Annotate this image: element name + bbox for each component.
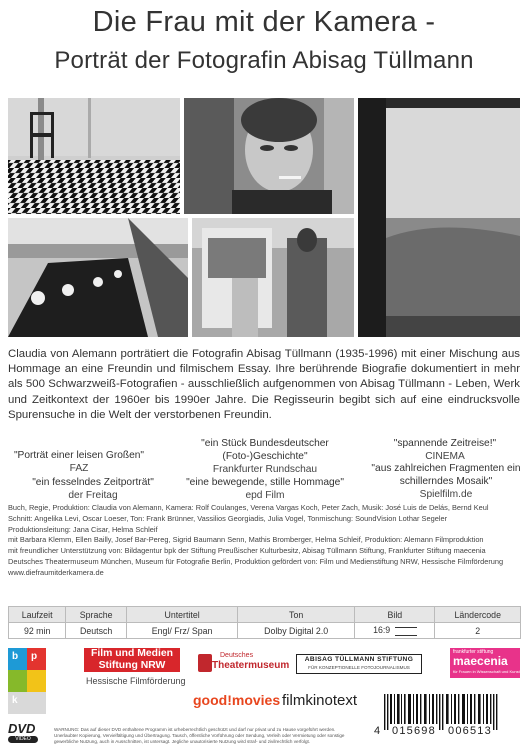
credits-line: mit freundlicher Unterstützung von: Bildagentur bpk der Stiftung Preußischer Kulturbesitz, Abisag Tüllmann Stiftung, Frankfurter Stiftung maecenia	[8, 546, 486, 556]
bpk-letter-b: b	[12, 651, 19, 662]
specs-table	[8, 606, 521, 639]
quote-source: Spielfilm.de	[419, 489, 473, 500]
photo-nuns-on-bridge	[8, 218, 188, 337]
goodmovies-logo: good!movies	[193, 692, 281, 708]
nrw-line-2: Stiftung NRW	[98, 660, 166, 671]
specs-header-row	[9, 607, 521, 623]
spec-header: Sprache	[66, 607, 127, 623]
bpk-logo	[8, 648, 46, 714]
credits-line: Produktionsleitung: Jana Cisar, Helma Schleif	[8, 524, 158, 534]
tuellmann-line-2: FÜR KONZEPTIONELLE FOTOJOURNALISMUS	[308, 665, 410, 670]
spec-header: Ländercode	[435, 607, 521, 623]
widescreen-icon	[395, 627, 417, 636]
filmkinotext-logo: filmkinotext	[282, 692, 358, 709]
theater-mask-icon	[198, 654, 212, 672]
website-link[interactable]: www.diefraumitderkamera.de	[8, 567, 104, 577]
photo-landscape-window	[358, 98, 520, 337]
photo-kiosk-street	[192, 218, 354, 337]
barcode-group-2: 006513	[448, 725, 492, 737]
quote-cinema	[370, 437, 520, 463]
quote-text: "ein Stück Bundesdeutscher (Foto-)Geschichte"	[201, 438, 329, 462]
dvd-sub-text: VIDEO	[8, 736, 38, 743]
quote-faz	[4, 449, 154, 475]
quote-freitag	[18, 476, 168, 502]
quote-text: "aus zahlreichen Fragmenten ein schillerndes Mosaik"	[371, 463, 521, 487]
spec-value-untertitel: Engl/ Frz/ Span	[127, 623, 238, 639]
barcode-group-1: 015698	[392, 725, 436, 737]
credits-line: Deutsches Theatermuseum München, Museum für Fotografie Berlin, Produktion gefördert von: Film und Medienstiftung NRW, Hessische Filmförderung	[8, 556, 504, 566]
spec-value-sprache: Deutsch	[66, 623, 127, 639]
barcode-digit-first: 4	[374, 725, 381, 737]
quote-spielfilm	[368, 462, 524, 501]
quote-epd	[175, 476, 355, 502]
dvd-text: DVD	[8, 721, 36, 736]
spec-value-bild: 16:9	[355, 623, 435, 639]
bpk-green-square	[8, 670, 27, 692]
quote-fr	[160, 437, 370, 476]
credits-line: Schnitt: Angelika Levi, Oscar Loeser, Ton: Frank Brünner, Vassilios Georgiadis, Julia Vogel, Tonmischung: SoundVision Lothar Segeler	[8, 513, 448, 523]
quote-source: FAZ	[69, 463, 89, 474]
theatermuseum-logo	[198, 652, 290, 674]
quote-source: CINEMA	[425, 451, 465, 462]
spec-header: Bild	[355, 607, 435, 623]
theater-small-text: Deutsches	[220, 652, 254, 659]
credits-line: Buch, Regie, Produktion: Claudia von Alemann, Kamera: Rolf Coulanges, Verena Vargas Koch, Peter Zach, Musik: José Luis de Delás, Bernd Keul	[8, 503, 489, 512]
quote-text: "spannende Zeitreise!"	[393, 438, 497, 449]
photo-chair-checkered-floor	[8, 98, 180, 214]
title-line-1: Die Frau mit der Kamera -	[92, 6, 436, 38]
photo-man-smoking-portrait	[184, 98, 354, 214]
theater-big-text: Theatermuseum	[212, 660, 290, 671]
quote-source: Frankfurter Rundschau	[212, 464, 318, 475]
maecenia-small-text: frankfurter stiftung	[453, 649, 494, 655]
spec-value-laufzeit: 92 min	[9, 623, 66, 639]
description-text: Claudia von Alemann porträtiert die Fotografin Abisag Tüllmann (1935-1996) mit einer Mischung aus Hommage an eine Freundin und filmischem Essay. Ihre berührende Biografie dokumentiert in mehr als 500 Schwarzweiß-Fotografien - ausschließlich aufgenommen von Abisag Tüllmann - Leben, Werk und Zeitkontext der 1960er bis 1990er Jahre. Die Regisseurin begibt sich auf eine eindrucksvolle Spurensuche in die Welt der verstorbenen Freundin.	[8, 348, 520, 421]
tuellmann-stiftung-logo	[296, 654, 422, 674]
spec-header: Laufzeit	[9, 607, 66, 623]
bpk-letter-k: k	[12, 695, 18, 706]
credits-line: mit Barbara Klemm, Ellen Bailly, Josef Bar-Pereg, Sigrid Baumann Senn, Mathis Bromberger, Helma Schleif, Produktion: Alemann Filmproduktion	[8, 535, 484, 545]
spec-value-laendercode: 2	[435, 623, 521, 639]
title-line-2: Porträt der Fotografin Abisag Tüllmann	[54, 47, 474, 74]
bpk-yellow-square	[27, 670, 46, 692]
tuellmann-line-1: ABISAG TÜLLMANN STIFTUNG	[304, 656, 414, 663]
quote-source: der Freitag	[68, 490, 118, 501]
quote-text: "eine bewegende, stille Hommage"	[186, 477, 344, 488]
specs-value-row	[9, 623, 521, 639]
bpk-letter-p: p	[31, 651, 38, 662]
spec-header: Untertitel	[127, 607, 238, 623]
spec-header: Ton	[238, 607, 355, 623]
quote-text: "Porträt einer leisen Großen"	[13, 450, 145, 461]
credits-block	[8, 503, 523, 579]
legal-warning-text: WARNUNG: Das auf dieser DVD enthaltene Programm ist urheberrechtlich geschützt und darf nur privat und zu Hause vorgeführt werden. Unerlaubter Kopierung, Vervielfältigung und Übertragung. Tausch, öffentliche Vorführung oder Sendung, Verleih oder Vermietung oder sonstige gewerbliche Nutzung, auch in Ausschnitten, ist untersagt. Jegliche unautorisierte Nutzung wird straf- und zivilrechtlich verfolgt.	[54, 727, 345, 744]
quote-source: epd Film	[245, 490, 285, 501]
hessen-logo-text: Hessische Filmförderung	[86, 676, 186, 686]
nrw-line-1: Film und Medien	[91, 648, 173, 659]
maecenia-big-text: maecenia	[453, 654, 508, 668]
dvd-video-logo	[8, 722, 46, 744]
quote-text: "ein fesselndes Zeitporträt"	[32, 477, 154, 488]
maecenia-sub-text: für Frauen in Wissenschaft und Kunst	[453, 669, 520, 674]
maecenia-logo	[450, 648, 520, 678]
spec-value-ton: Dolby Digital 2.0	[238, 623, 355, 639]
nrw-logo	[84, 648, 180, 672]
